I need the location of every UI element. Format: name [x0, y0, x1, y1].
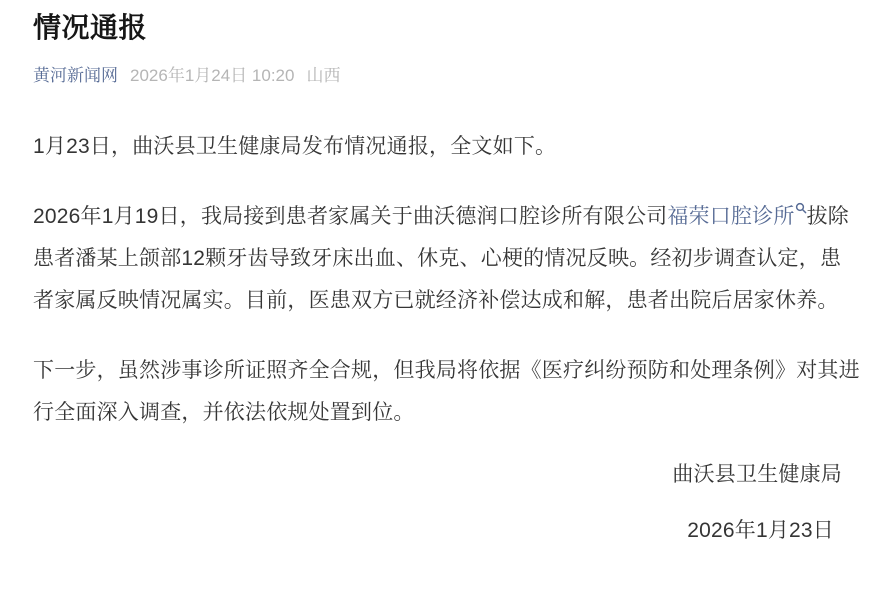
publish-location: 山西	[306, 66, 341, 85]
publish-datetime: 2026年1月24日 10:20	[130, 66, 295, 85]
signature: 曲沃县卫生健康局	[672, 463, 842, 486]
signature-date: 2026年1月23日	[687, 519, 834, 542]
clinic-link-label: 福荣口腔诊所	[667, 205, 795, 228]
page-title: 情况通报	[33, 12, 148, 43]
paragraph-details-text-2: 拔除患者潘某上颌部12颗牙齿导致牙床出血、休克、心梗的情况反映。经初步调查认定，患者家属反映情况属实。目前，医患双方已就经济补偿达成和解，患者出院后居家休养。	[33, 205, 849, 312]
paragraph-details	[33, 196, 862, 322]
source-link[interactable]: 黄河新闻网	[33, 66, 118, 85]
article-meta	[33, 64, 862, 88]
article	[0, 9, 895, 552]
clinic-link[interactable]	[667, 205, 806, 228]
paragraph-next-steps: 下一步，虽然涉事诊所证照齐全合规，但我局将依据《医疗纠纷预防和处理条例》对其进行全面深入调查，并依法依规处置到位。	[33, 359, 860, 424]
paragraph-details-text-1: 2026年1月19日，我局接到患者家属关于曲沃德润口腔诊所有限公司	[33, 205, 668, 228]
search-icon	[795, 202, 807, 214]
paragraph-intro: 1月23日，曲沃县卫生健康局发布情况通报，全文如下。	[33, 135, 557, 158]
